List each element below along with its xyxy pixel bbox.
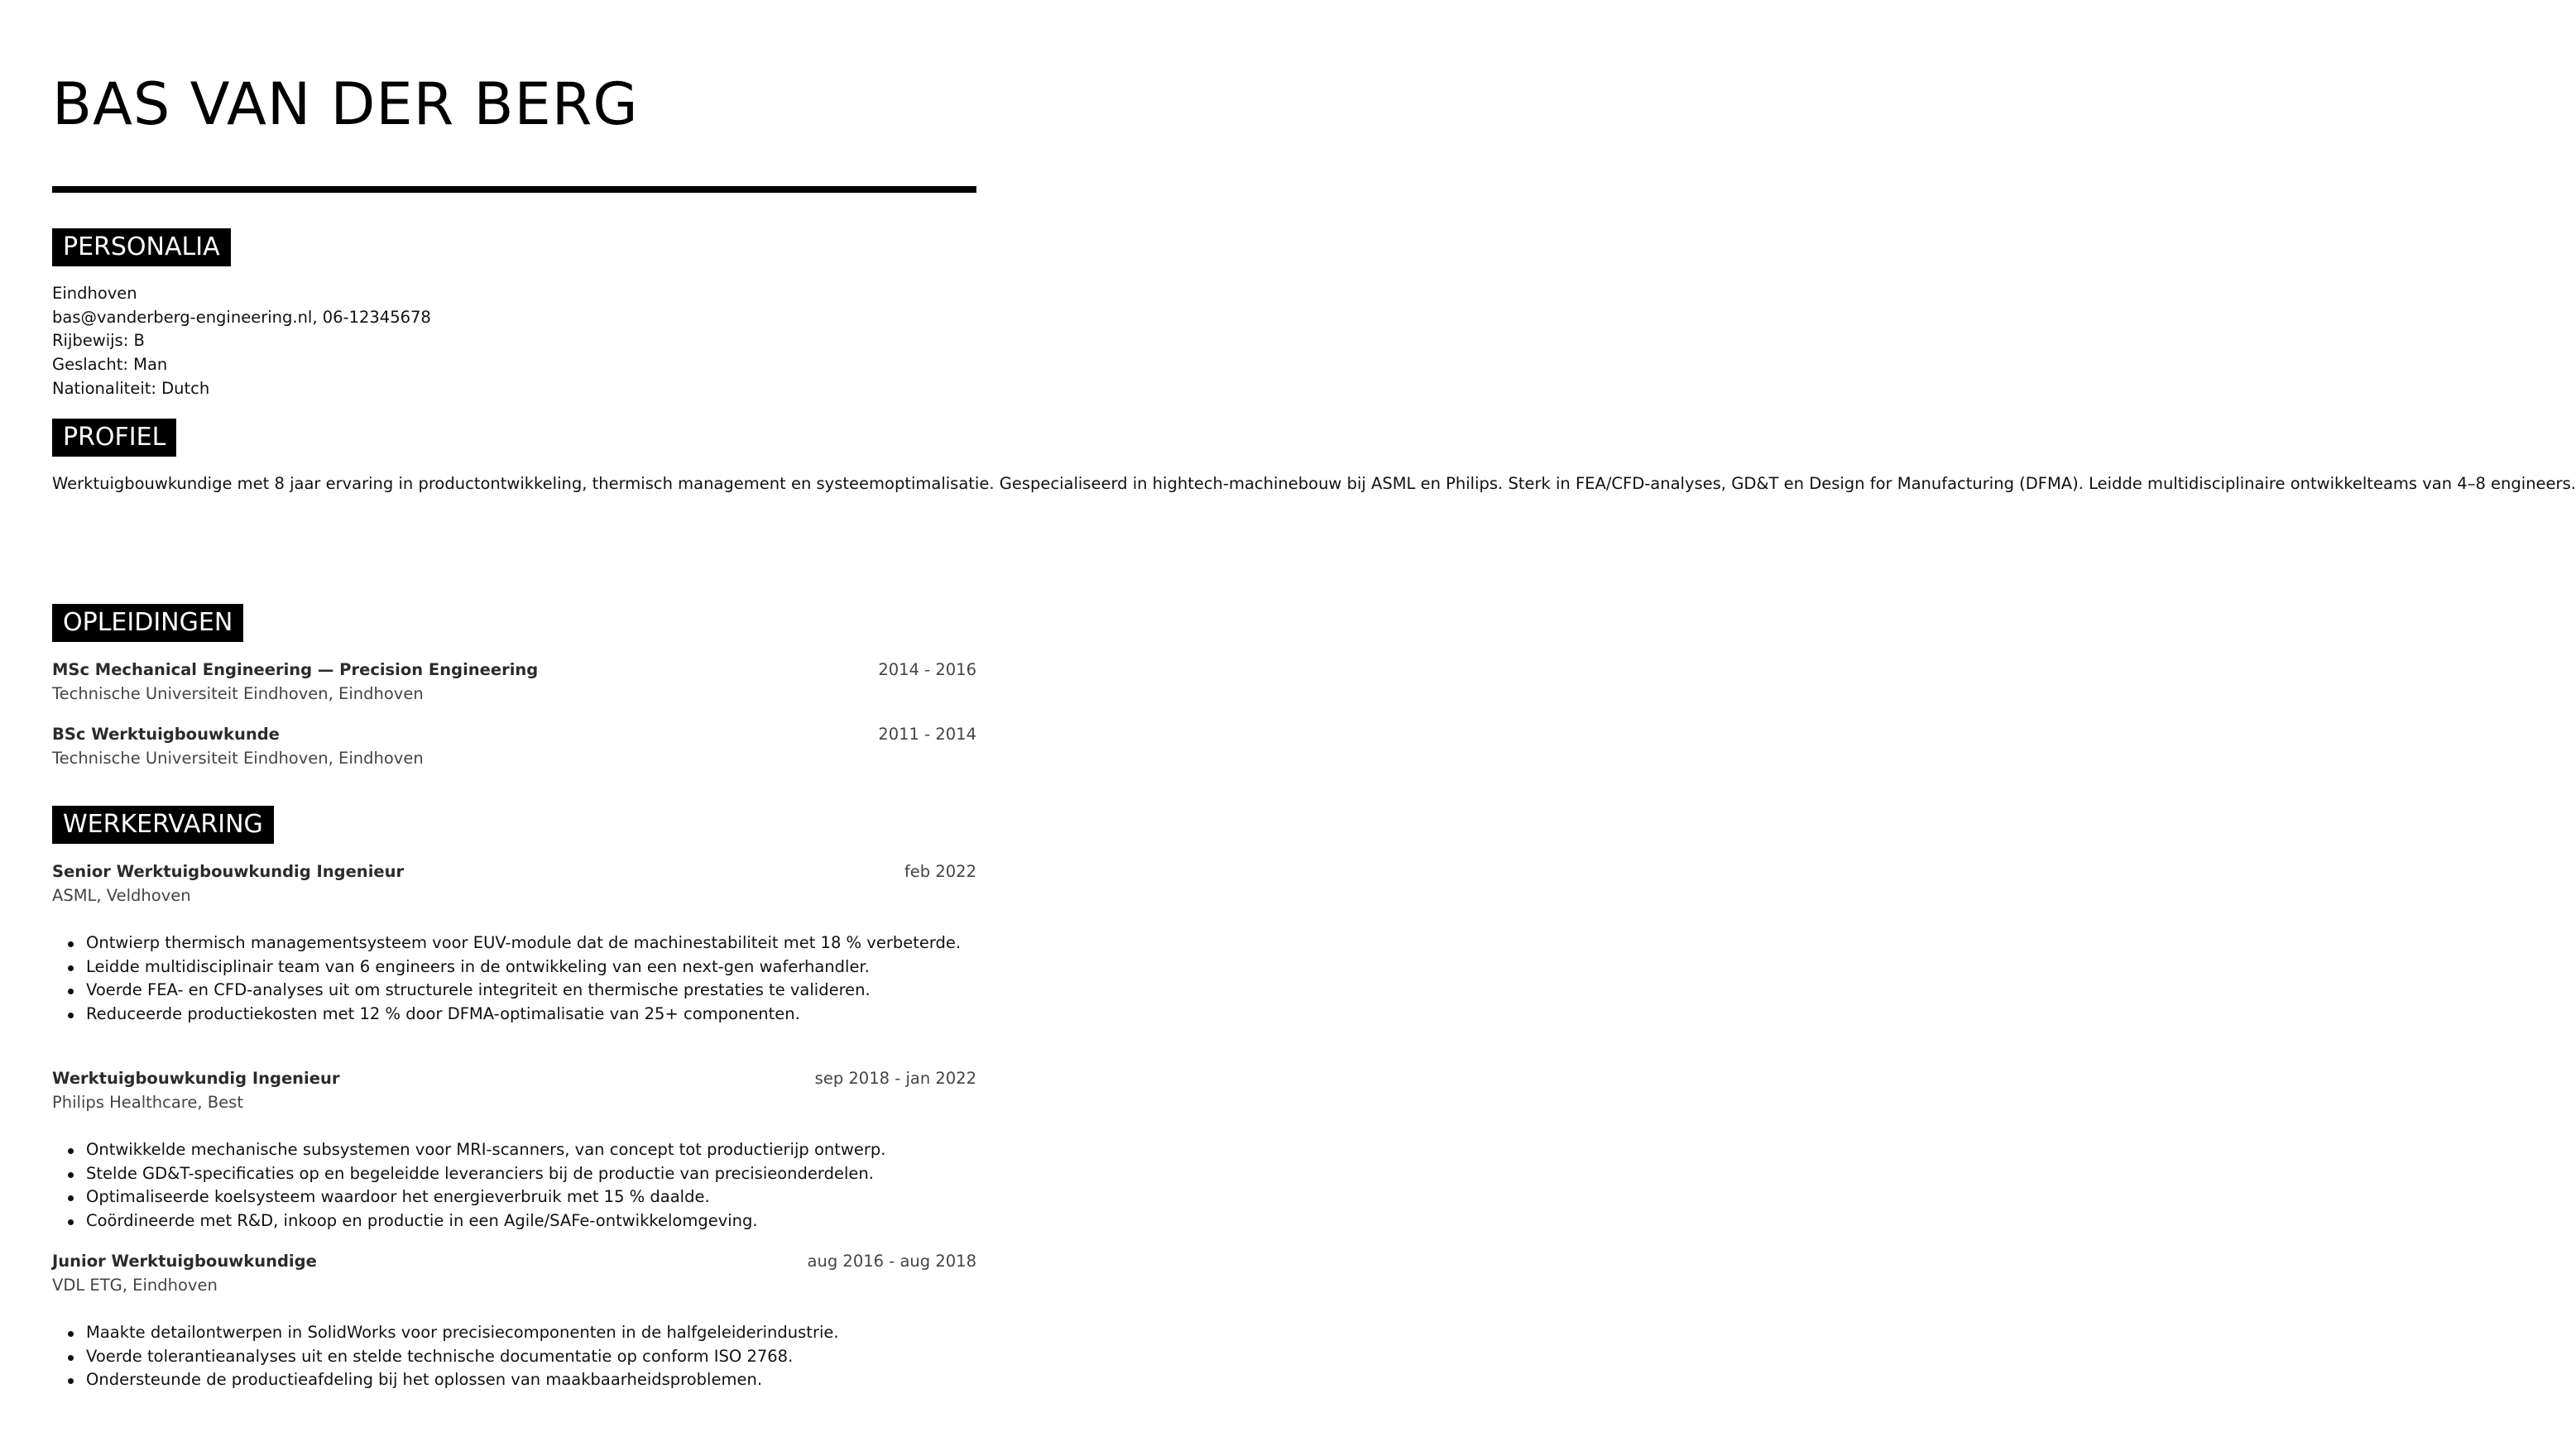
- profile-text: Werktuigbouwkundige met 8 jaar ervaring in productontwikkeling, thermisch management en systeemoptimalisatie. Gespecialiseerd in hightech-machinebouw bij ASML en Philips. Sterk in FEA/CFD-analyses, GD&T en Design for Manufacturing (DFMA). Leidde multidisciplinaire ontwikkelteams van 4–8 engineers.: [52, 474, 2576, 493]
- job-bullet: Coördineerde met R&D, inkoop en productie in een Agile/SAFe-ontwikkelomgeving.: [86, 1209, 976, 1233]
- job-bullets: [52, 1321, 976, 1392]
- job-company: Philips Healthcare, Best: [52, 1093, 243, 1112]
- education-item: [52, 722, 976, 770]
- job-date: sep 2018 - jan 2022: [814, 1069, 976, 1088]
- education-institution: Technische Universiteit Eindhoven, Eindhoven: [52, 684, 424, 703]
- job-company: ASML, Veldhoven: [52, 886, 191, 905]
- job-bullet: Optimaliseerde koelsysteem waardoor het energieverbruik met 15 % daalde.: [86, 1185, 976, 1209]
- section-heading-personalia: PERSONALIA: [52, 228, 231, 266]
- education-title: BSc Werktuigbouwkunde: [52, 725, 280, 744]
- job-title: Werktuigbouwkundig Ingenieur: [52, 1069, 340, 1088]
- section-heading-werkervaring: WERKERVARING: [52, 806, 274, 844]
- job-bullet: Ontwikkelde mechanische subsystemen voor MRI-scanners, van concept tot productierijp ontwerp.: [86, 1138, 976, 1162]
- job-title: Senior Werktuigbouwkundig Ingenieur: [52, 862, 405, 881]
- education-institution: Technische Universiteit Eindhoven, Eindhoven: [52, 749, 424, 768]
- personal-gender: Geslacht: Man: [52, 355, 168, 375]
- job-bullet: Stelde GD&T-specificaties op en begeleidde leveranciers bij de productie van precisieonderdelen.: [86, 1162, 976, 1186]
- job-bullet: Voerde FEA- en CFD-analyses uit om structurele integriteit en thermische prestaties te valideren.: [86, 979, 976, 1003]
- personal-contact: bas@vanderberg-engineering.nl, 06-12345678: [52, 307, 431, 327]
- personal-details: [52, 282, 976, 401]
- education-date: 2011 - 2014: [878, 725, 976, 744]
- job-bullet: Leidde multidisciplinair team van 6 engineers in de ontwikkeling van een next-gen waferhandler.: [86, 955, 976, 979]
- job-date: feb 2022: [904, 862, 976, 881]
- section-heading-profiel: PROFIEL: [52, 419, 176, 457]
- education-item: [52, 658, 976, 706]
- job-bullet: Reduceerde productiekosten met 12 % door DFMA-optimalisatie van 25+ componenten.: [86, 1003, 976, 1027]
- profile-section: [52, 472, 2576, 496]
- job-bullet: Maakte detailontwerpen in SolidWorks voor precisiecomponenten in de halfgeleiderindustrie.: [86, 1321, 976, 1345]
- education-title: MSc Mechanical Engineering — Precision Engineering: [52, 660, 539, 679]
- job-company: VDL ETG, Eindhoven: [52, 1276, 218, 1295]
- personal-city: Eindhoven: [52, 284, 137, 303]
- experience-item: [52, 860, 976, 907]
- education-date: 2014 - 2016: [878, 660, 976, 679]
- header-divider: [52, 186, 976, 193]
- job-date: aug 2016 - aug 2018: [807, 1252, 976, 1271]
- job-bullets: [52, 931, 976, 1026]
- job-title: Junior Werktuigbouwkundige: [52, 1252, 317, 1271]
- personal-nationality: Nationaliteit: Dutch: [52, 378, 210, 398]
- personal-license: Rijbewijs: B: [52, 331, 145, 351]
- job-bullets: [52, 1138, 976, 1233]
- job-bullet: Ondersteunde de productieafdeling bij het oplossen van maakbaarheidsproblemen.: [86, 1368, 976, 1392]
- job-bullet: Ontwierp thermisch managementsysteem voor EUV-module dat de machinestabiliteit met 18 % verbeterde.: [86, 931, 976, 955]
- experience-item: [52, 1066, 976, 1114]
- experience-item: [52, 1249, 976, 1297]
- candidate-name: BAS VAN DER BERG: [52, 70, 639, 138]
- job-bullet: Voerde tolerantieanalyses uit en stelde technische documentatie op conform ISO 2768.: [86, 1345, 976, 1369]
- section-heading-opleidingen: OPLEIDINGEN: [52, 604, 243, 642]
